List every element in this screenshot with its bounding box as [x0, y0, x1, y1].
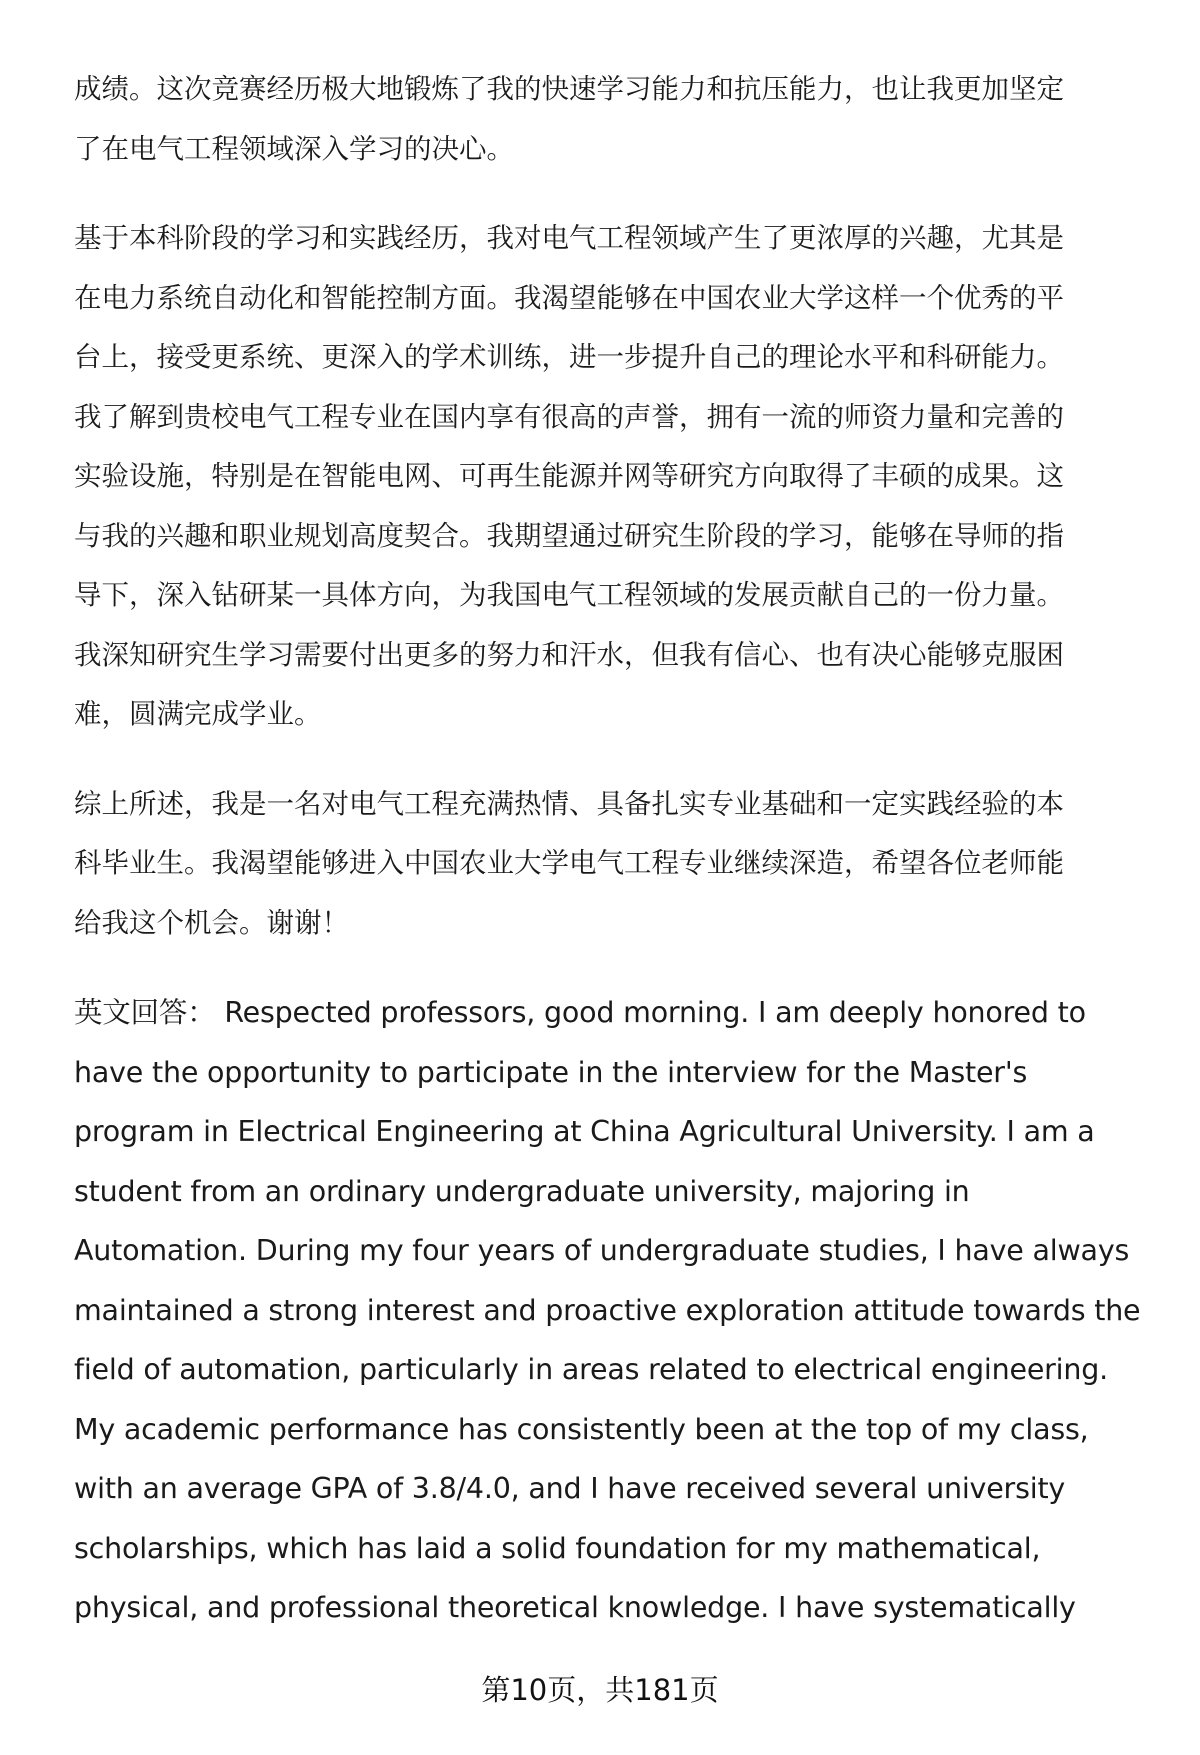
- text-line: 综上所述，我是一名对电气工程充满热情、具备扎实专业基础和一定实践经验的本: [74, 787, 1064, 820]
- page-number: 第10页，共181页: [481, 1673, 719, 1707]
- text-line: field of automation, particularly in areas related to electrical engineering.: [74, 1353, 1109, 1386]
- text-line: 成绩。这次竞赛经历极大地锻炼了我的快速学习能力和抗压能力，也让我更加坚定: [74, 73, 1064, 105]
- text-line: scholarships, which has laid a solid foundation for my mathematical,: [74, 1531, 1041, 1565]
- text-line: 导下，深入钻研某一具体方向，为我国电气工程领域的发展贡献自己的一份力量。: [74, 579, 1064, 611]
- text-line: program in Electrical Engineering at China Agricultural University. I am a: [74, 1115, 1095, 1148]
- text-line: My academic performance has consistently been at the top of my class,: [74, 1412, 1089, 1446]
- paragraph-2: [74, 209, 1154, 745]
- text-line: 在电力系统自动化和智能控制方面。我渴望能够在中国农业大学这样一个优秀的平: [74, 281, 1064, 314]
- text-line: 给我这个机会。谢谢！: [74, 906, 349, 939]
- text-line: 台上，接受更系统、更深入的学术训练，进一步提升自己的理论水平和科研能力。: [74, 341, 1064, 373]
- text-line: 基于本科阶段的学习和实践经历，我对电气工程领域产生了更浓厚的兴趣，尤其是: [74, 222, 1064, 254]
- text-line: 英文回答： Respected professors, good morning. I am deeply honored to: [74, 996, 1086, 1029]
- paragraph-3: [74, 775, 1154, 954]
- text-line: Automation. During my four years of undergraduate studies, I have always: [74, 1234, 1130, 1267]
- text-line: 实验设施，特别是在智能电网、可再生能源并网等研究方向取得了丰硕的成果。这: [74, 460, 1064, 492]
- document-body: [74, 60, 1154, 1638]
- text-line: with an average GPA of 3.8/4.0, and I have received several university: [74, 1472, 1066, 1505]
- text-line: 我了解到贵校电气工程专业在国内享有很高的声誉，拥有一流的师资力量和完善的: [74, 400, 1064, 433]
- text-line: physical, and professional theoretical knowledge. I have systematically: [74, 1591, 1076, 1624]
- paragraph-1: [74, 60, 1154, 179]
- paragraph-english-answer: [74, 983, 1154, 1638]
- text-line: 与我的兴趣和职业规划高度契合。我期望通过研究生阶段的学习，能够在导师的指: [74, 519, 1064, 552]
- text-line: 科毕业生。我渴望能够进入中国农业大学电气工程专业继续深造，希望各位老师能: [74, 847, 1064, 879]
- text-line: 了在电气工程领域深入学习的决心。: [74, 132, 514, 165]
- text-line: student from an ordinary undergraduate university, majoring in: [74, 1174, 970, 1208]
- text-line: maintained a strong interest and proactive exploration attitude towards the: [74, 1293, 1141, 1327]
- text-line: 难，圆满完成学业。: [74, 698, 322, 730]
- text-line: 我深知研究生学习需要付出更多的努力和汗水，但我有信心、也有决心能够克服困: [74, 638, 1064, 671]
- text-line: have the opportunity to participate in the interview for the Master's: [74, 1055, 1028, 1089]
